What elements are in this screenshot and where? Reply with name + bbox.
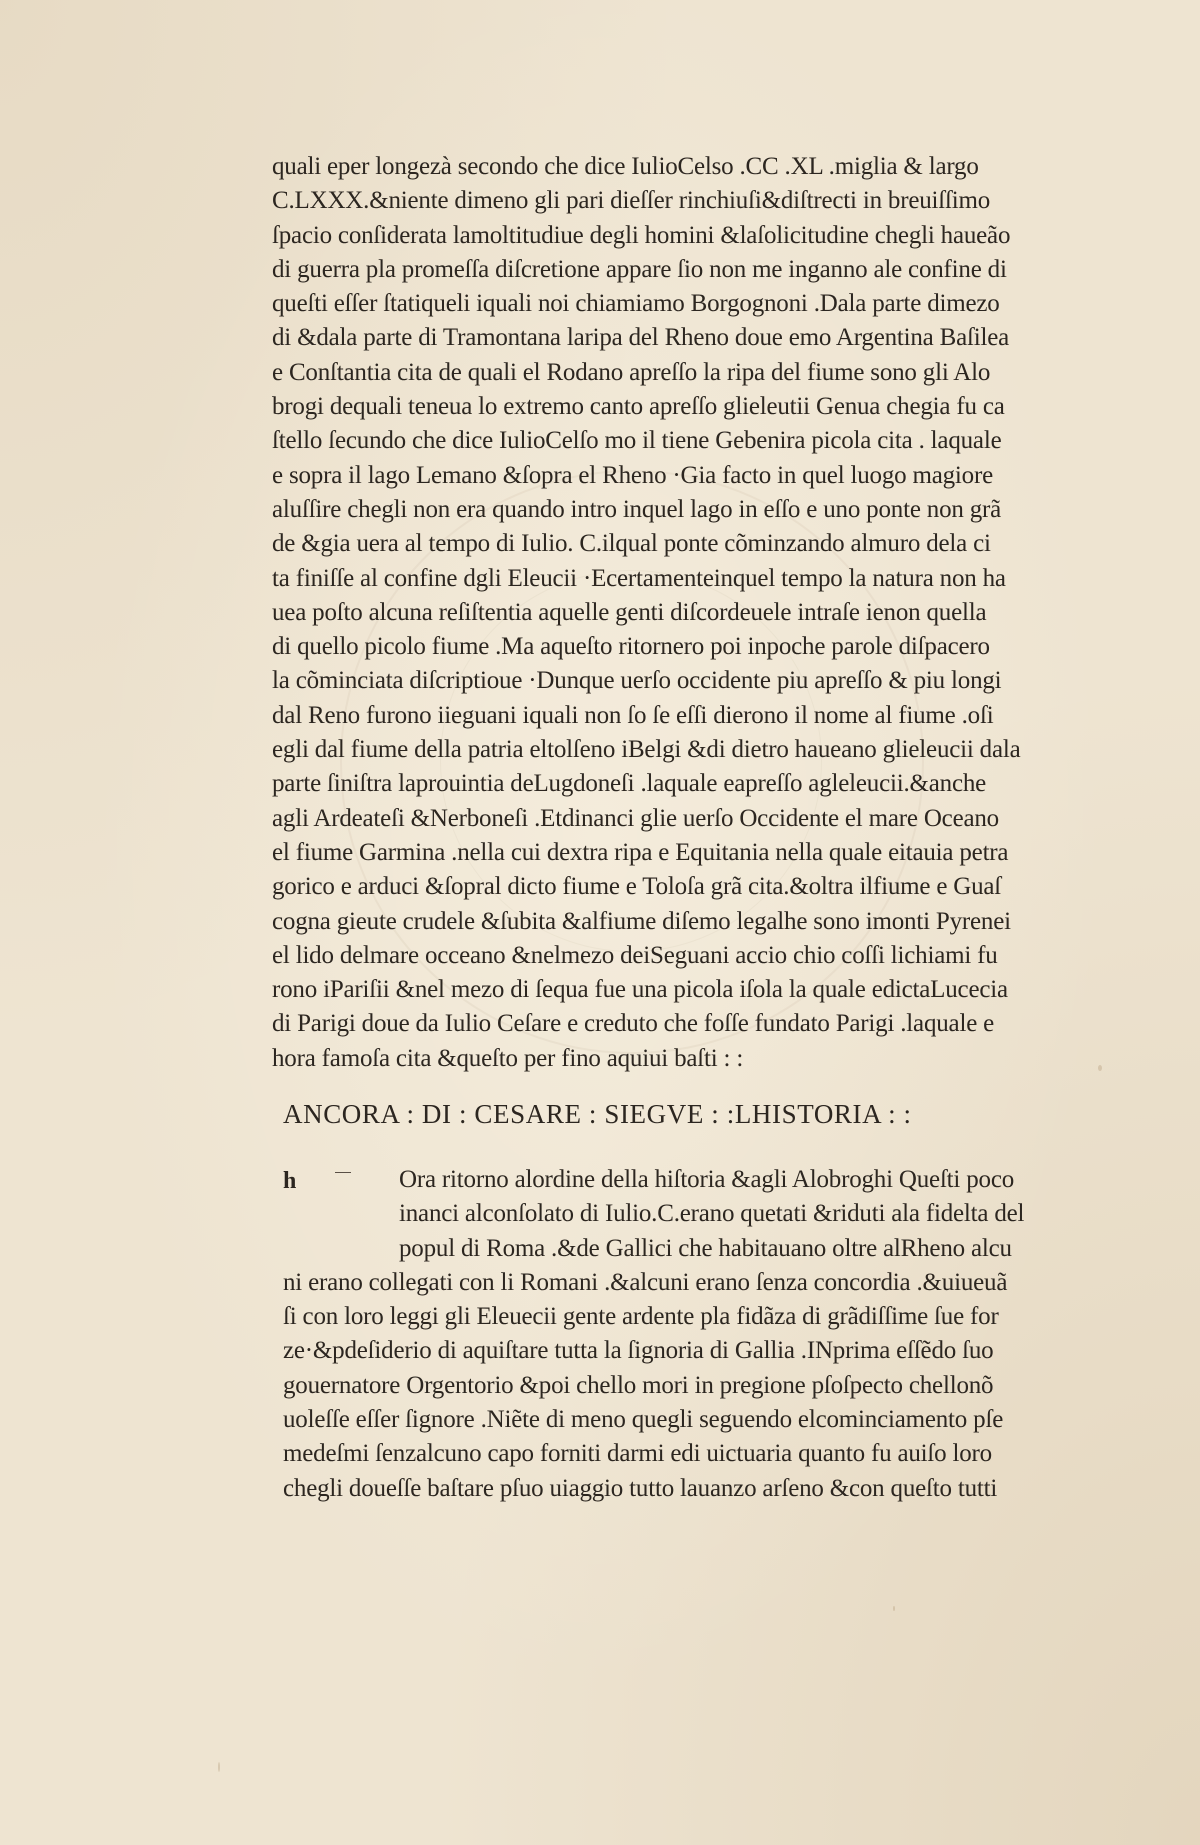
text-line: ta finiſſe al confine dgli Eleucii ·Ecertamenteinquel tempo la natura non ha <box>272 564 1006 592</box>
text-line: di quello picolo fiume .Ma aqueſto ritornero poi inpoche parole diſpacero <box>272 633 990 661</box>
text-line: el fiume Garmina .nella cui dextra ripa e Equitania nella quale eitauia petra <box>272 838 1009 866</box>
text-line: inanci alconſolato di Iulio.C.erano quetati &riduti ala fidelta del <box>399 1200 1025 1228</box>
text-line: di Parigi doue da Iulio Ceſare e creduto che foſſe fundato Parigi .laquale e <box>272 1010 995 1038</box>
text-line: e Conſtantia cita de quali el Rodano apreſſo la ripa del fiume sono gli Alo <box>272 358 991 386</box>
chapter-initial-guide-letter: h <box>283 1168 297 1194</box>
text-line: Ora ritorno alordine della hiſtoria &agli Alobroghi Queſti poco <box>399 1166 1015 1193</box>
text-line: uea poſto alcuna reſiſtentia aquelle genti diſcordeuele intraſe ienon quella <box>272 598 987 626</box>
text-line: ſi con loro leggi gli Eleuecii gente ardente pla fidãza di grãdiſſime ſue for <box>283 1303 999 1331</box>
text-line: di guerra pla promeſſa diſcretione appare ſio non me inganno ale confine di <box>272 255 1007 283</box>
text-line: dal Reno furono iieguani iquali non ſo ſe eſſi dierono il nome al fiume .oſi <box>272 701 994 729</box>
text-line: aluſſire chegli non era quando intro inquel lago in eſſo e uno ponte non grã <box>272 495 1002 523</box>
text-line: cogna gieute crudele &ſubita &alfiume diſemo legalhe sono imonti Pyrenei <box>272 907 1011 935</box>
text-line: popul di Roma .&de Gallici che habitauano oltre alRheno alcu <box>399 1234 1012 1262</box>
paper-spot <box>893 1606 895 1611</box>
text-line: brogi dequali teneua lo extremo canto apreſſo glieleutii Genua chegia fu ca <box>272 393 1005 421</box>
text-line: gorico e arduci &ſopral dicto fiume e Toloſa grã cita.&oltra ilfiume e Guaſ <box>272 873 1002 901</box>
text-line: gouernatore Orgentorio &poi chello mori in pregione pſoſpecto chellonõ <box>283 1371 994 1399</box>
text-line: la cõminciata diſcriptioue ·Dunque uerſo occidente piu apreſſo & piu longi <box>272 667 1002 695</box>
text-line: de &gia uera al tempo di Iulio. C.ilqual ponte cõminzando almuro dela ci <box>272 530 991 558</box>
text-line: ze·&pdeſiderio di aquiſtare tutta la ſignoria di Gallia .INprima eſſẽdo ſuo <box>283 1337 994 1365</box>
text-line: agli Ardeateſi &Nerboneſi .Etdinanci glie uerſo Occidente el mare Oceano <box>272 804 999 832</box>
text-line: ſpacio conſiderata lamoltitudiue degli homini &laſolicitudine chegli haueão <box>272 221 1011 249</box>
text-line: hora famoſa cita &queſto per fino aquiui baſti : : <box>272 1044 744 1072</box>
text-line: rono iPariſii &nel mezo di ſequa fue una picola iſola la quale edictaLucecia <box>272 976 1008 1004</box>
text-line: di &dala parte di Tramontana laripa del Rheno doue emo Argentina Baſilea <box>272 324 1010 352</box>
text-line: queſti eſſer ſtatiqueli iquali noi chiamiamo Borgognoni .Dala parte dimezo <box>272 290 1000 318</box>
text-line: el lido delmare occeano &nelmezo deiSeguani accio chio coſſi lichiami fu <box>272 941 998 969</box>
text-line: ni erano collegati con li Romani .&alcuni erano ſenza concordia .&uiueuã <box>283 1268 1008 1296</box>
text-line: medeſmi ſenzalcuno capo forniti darmi edi uictuaria quanto fu auiſo loro <box>283 1440 992 1468</box>
text-line: e sopra il lago Lemano &ſopra el Rheno ·Gia facto in quel luogo magiore <box>272 461 993 489</box>
chapter-heading: ANCORA : DI : CESARE : SIEGVE : :LHISTORIA : : <box>283 1099 912 1129</box>
text-line: egli dal fiume della patria eltolſeno iBelgi &di dietro haueano glieleucii dala <box>272 736 1021 764</box>
text-line: chegli doueſſe baſtare pſuo uiaggio tutto lauanzo arſeno &con queſto tutti <box>283 1474 998 1502</box>
paper-spot <box>218 1762 220 1772</box>
text-line: uoleſſe eſſer ſignore .Niẽte di meno quegli seguendo elcominciamento pſe <box>283 1406 1004 1434</box>
text-line: quali eper longezà secondo che dice IulioCelso .CC .XL .miglia & largo <box>272 153 979 180</box>
text-line: C.LXXX.&niente dimeno gli pari dieſſer rinchiuſi&diſtrecti in breuiſſimo <box>272 187 991 215</box>
body-text <box>272 150 1112 1076</box>
text-line: ſtello ſecundo che dice IulioCelſo mo il tiene Gebenira picola cita . laquale <box>272 427 1002 455</box>
text-line: parte ſiniſtra laprouintia deLugdoneſi .laquale eapreſſo agleleucii.&anche <box>272 770 987 798</box>
